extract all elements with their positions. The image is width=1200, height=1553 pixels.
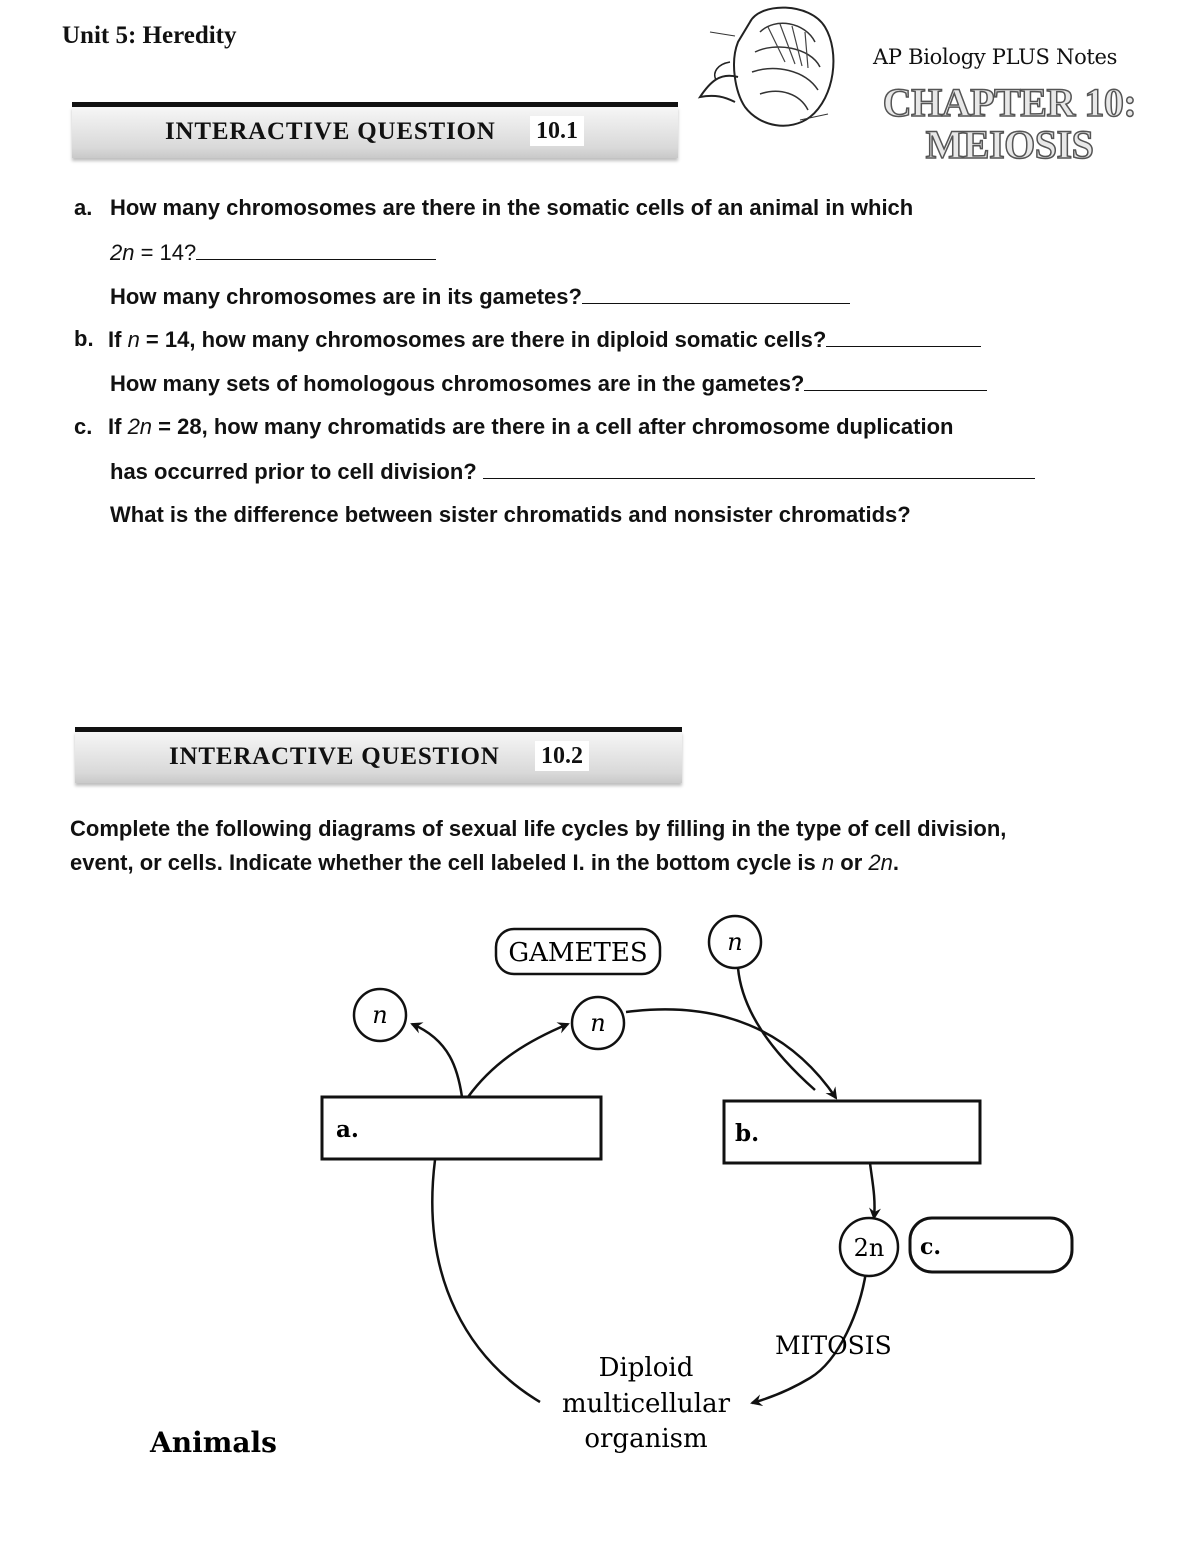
arrow-top-gamete-to-b bbox=[738, 968, 815, 1090]
organism-label-line-3: organism bbox=[584, 1424, 708, 1454]
haploid-circle-middle bbox=[572, 997, 624, 1049]
gametes-label bbox=[496, 929, 660, 974]
question-c-line-3: What is the difference between sister chromatids and nonsister chromatids? bbox=[110, 502, 911, 527]
box-a-label: a. bbox=[336, 1116, 359, 1143]
organism-label-line-2: multicellular bbox=[561, 1389, 731, 1419]
organism-label-line-1: Diploid bbox=[598, 1353, 694, 1383]
instructions-line-1: Complete the following diagrams of sexual life cycles by filling in the type of cell division, bbox=[70, 816, 1007, 841]
arrow-b-to-zygote bbox=[870, 1163, 875, 1218]
question-a-line-2-text: = 14? bbox=[134, 240, 197, 265]
arrow-to-left-gamete bbox=[412, 1024, 462, 1097]
question-b-marker: b. bbox=[74, 326, 94, 351]
gametes-text: GAMETES bbox=[508, 938, 648, 968]
var-n: n bbox=[127, 327, 140, 352]
var-2n: 2n bbox=[868, 850, 893, 875]
arrow-organism-to-a bbox=[432, 1160, 540, 1402]
chapter-topic: MEIOSIS bbox=[925, 122, 1094, 167]
question-a-marker: a. bbox=[74, 195, 93, 220]
arrow-middle-gamete-to-b bbox=[626, 1009, 836, 1098]
question-a-line-3-text: How many chromosomes are in its gametes? bbox=[110, 284, 582, 309]
diploid-text: 2n bbox=[853, 1234, 885, 1262]
question-b-line-1-text: = 14, how many chromosomes are there in diploid somatic cells? bbox=[139, 327, 827, 352]
iq-number: 10.1 bbox=[530, 116, 584, 146]
unit-title: Unit 5: Heredity bbox=[62, 22, 237, 49]
question-c-line-1-text: = 28, how many chromatids are there in a cell after chromosome duplication bbox=[152, 414, 954, 439]
notes-label: AP Biology PLUS Notes bbox=[873, 45, 1118, 69]
haploid-circle-left bbox=[354, 989, 406, 1041]
haploid-text: n bbox=[590, 1009, 606, 1037]
instructions-line-2-mid: or bbox=[834, 850, 869, 875]
box-c-label: c. bbox=[920, 1234, 942, 1260]
question-c-line-1-pre: If bbox=[108, 414, 128, 439]
question-a-line-1: How many chromosomes are there in the somatic cells of an animal in which bbox=[110, 195, 914, 220]
question-c-marker: c. bbox=[74, 414, 93, 439]
mitosis-label: MITOSIS bbox=[775, 1331, 892, 1360]
answer-box-c[interactable] bbox=[910, 1218, 1072, 1272]
answer-box-a[interactable] bbox=[322, 1097, 601, 1159]
haploid-text: n bbox=[727, 928, 743, 956]
diploid-circle bbox=[840, 1218, 898, 1276]
var-2n: 2n bbox=[127, 414, 153, 439]
question-b-line-2-text: How many sets of homologous chromosomes are in the gametes? bbox=[110, 371, 805, 396]
iq-label: INTERACTIVE QUESTION bbox=[169, 743, 500, 770]
answer-box-b[interactable] bbox=[724, 1101, 980, 1163]
iq-number: 10.2 bbox=[535, 741, 589, 771]
haploid-text: n bbox=[372, 1001, 388, 1029]
chapter-number: CHAPTER 10: bbox=[882, 80, 1137, 125]
question-c-line-2-text: has occurred prior to cell division? bbox=[110, 459, 477, 484]
arrow-to-middle-gamete bbox=[468, 1024, 568, 1097]
var-n: n bbox=[821, 850, 835, 875]
animals-label: Animals bbox=[150, 1426, 277, 1459]
iq-label: INTERACTIVE QUESTION bbox=[165, 118, 496, 145]
instructions-line-2-end: . bbox=[892, 850, 899, 875]
question-b-line-1-pre: If bbox=[108, 327, 128, 352]
haploid-circle-top bbox=[709, 916, 761, 968]
var-2n: 2n bbox=[110, 240, 135, 265]
instructions-line-2-pre: event, or cells. Indicate whether the cell labeled I. in the bottom cycle is bbox=[70, 850, 822, 875]
box-b-label: b. bbox=[735, 1120, 760, 1147]
